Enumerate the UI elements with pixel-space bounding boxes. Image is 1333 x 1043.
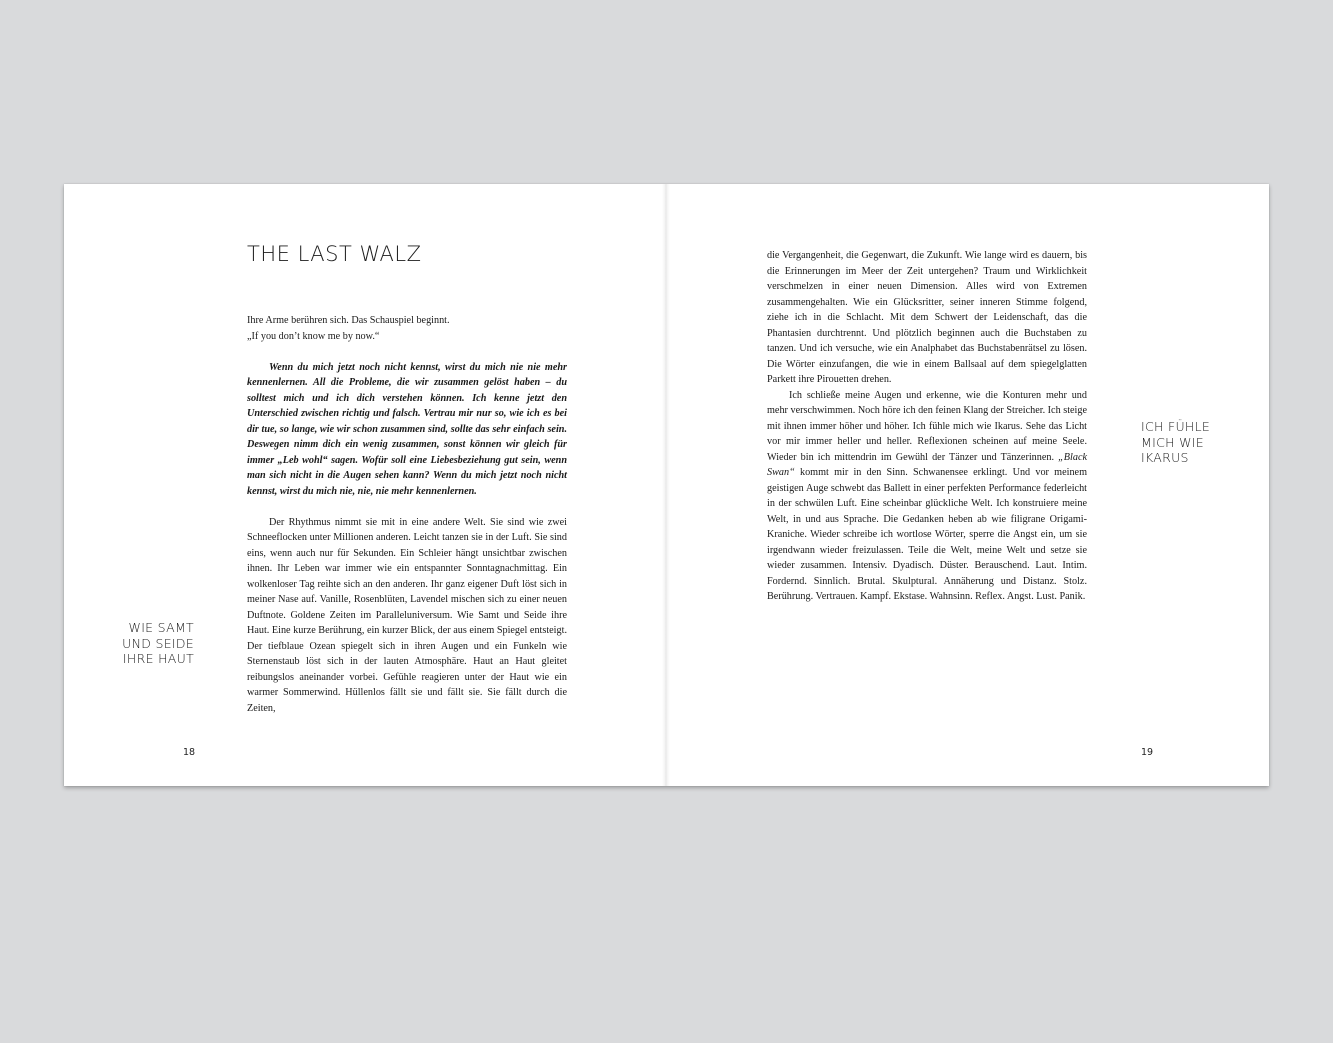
book-spread [64, 184, 1269, 786]
paragraph-text: Ich schließe meine Augen und erkenne, wie die Konturen mehr und mehr verschwimmen. Noch höre ich den feinen Klang der Streicher. Ich steige mit ihnen immer höher und höher. Ich fühle mich wie Ikarus. Sehe das Licht vor mir immer heller und heller. Reflexionen scheinen auf meine Seele. Wieder bin ich mittendrin im Gewühl der Tänzer und Tänzerinnen. [767, 389, 1087, 463]
italic-quote-paragraph: Wenn du mich jetzt noch nicht kennst, wirst du mich nie nie mehr kennenlernen. All die Probleme, die wir zusammen gelöst haben – du solltest mich und ich dich verstehen können. Ich kenne jetzt den Unterschied zwischen richtig und falsch. Vertrau mir nur so, wie ich es bei dir tue, so lange, wie wir schon zusammen sind, sollte das sehr einfach sein. Deswegen nimm dich ein wenig zusammen, sonst können wir gleich für immer „Leb wohl“ sagen. Wofür soll eine Liebesbeziehung gut sein, wenn man sich nicht in die Augen sehen kann? Wenn du mich jetzt noch nicht kennst, wirst du mich nie, nie, nie mehr kennenlernen. [247, 361, 567, 497]
intro-line-2: „If you don’t know me by now.“ [247, 330, 380, 342]
pull-quote-line: UND SEIDE [122, 635, 194, 651]
intro-line-1: Ihre Arme berühren sich. Das Schauspiel beginnt. [247, 315, 450, 326]
left-page [64, 184, 666, 786]
page-number-right: 19 [1141, 747, 1154, 758]
pull-quote-line: WIE SAMT [128, 620, 194, 635]
chapter-title: THE LAST WALZ [247, 242, 422, 266]
left-margin-pull-quote [116, 620, 194, 667]
italic-title: „Black Swan“ [767, 451, 1087, 478]
body-paragraph-2 [767, 388, 1087, 605]
pull-quote-line: IKARUS [1141, 450, 1189, 465]
right-page [667, 184, 1269, 786]
right-margin-pull-quote [1141, 419, 1251, 466]
paragraph-text: kommt mir in den Sinn. Schwanensee erklingt. Und vor meinem geistigen Auge schwebt das Ballett in einer perfekten Performance federleicht in der schwülen Luft. Eine scheinbar glückliche Welt. Ich konstruiere meine Welt, in und aus Sprache. Die Gedanken heben ab wie filigrane Origami-Kraniche. Wieder schreibe ich wortlose Wörter, sperre die Angst ein, um sie irgendwann wieder freizulassen. Teile die Welt, meine Welt und setze sie wieder zusammen. Intensiv. Dyadisch. Düster. Berauschend. Laut. Intim. Fordernd. Sinnlich. Brutal. Skulptural. Annäherung und Distanz. Stolz. Berührung. Vertrauen. Kampf. Ekstase. Wahnsinn. Reflex. Angst. Lust. Panik. [767, 467, 1087, 602]
left-text-column [247, 313, 567, 716]
pull-quote-line: IHRE HAUT [122, 651, 194, 666]
continued-paragraph: die Vergangenheit, die Gegenwart, die Zukunft. Wie lange wird es dauern, bis die Erinnerungen im Meer der Zeit untergehen? Traum und Wirklichkeit verschmelzen in einer neuen Dimension. Alles wird von Extremen zusammengehalten. Wie ein Glücksritter, seiner inneren Stimme folgend, ziehe ich in die Schlacht. Mit dem Schwert der Leidenschaft, das die Phantasien durchtrennt. Und plötzlich beginnen auch die Buchstaben zu tanzen. Und ich versuche, wie ein Analphabet das Buchstabenrätsel zu lösen. Die Wörter einzufangen, die wie in einem Ballsaal auf dem spiegelglatten Parkett ihre Pirouetten drehen. [767, 250, 1087, 385]
body-paragraph: Der Rhythmus nimmt sie mit in eine andere Welt. Sie sind wie zwei Schneeflocken unter Millionen anderen. Leicht tanzen sie in der Luft. Sie sind eins, wenn auch nur für Sekunden. Ein Schleier hängt unsichtbar zwischen ihnen. Ihr Leben war immer wie ein entspannter Sonntagnachmittag. Ein wolkenloser Tag reihte sich an den anderen. Ihr ganz eigener Duft löst sich in meiner Nase auf. Vanille, Rosenblüten, Lavendel mischen sich zu einer neuen Duftnote. Goldene Zeiten im Paralleluniversum. Wie Samt und Seide ihre Haut. Eine kurze Berührung, ein kurzer Blick, der aus einem Spiegel entsteigt. Der tiefblaue Ozean spiegelt sich in ihren Augen und ein Funkeln wie Sternenstaub löst sich in der lauten Atmosphäre. Haut an Haut gleitet reibungslos aneinander vorbei. Gefühle reagieren unter der Haut wie ein warmer Sommerwind. Hüllenlos fällt sie und fällt sie. Sie fällt durch die Zeiten, [247, 516, 567, 714]
right-text-column [767, 248, 1087, 605]
pull-quote-line: MICH WIE [1141, 434, 1204, 450]
page-number-left: 18 [183, 747, 196, 758]
pull-quote-line: ICH FÜHLE [1141, 419, 1211, 434]
intro-paragraph [247, 313, 567, 344]
